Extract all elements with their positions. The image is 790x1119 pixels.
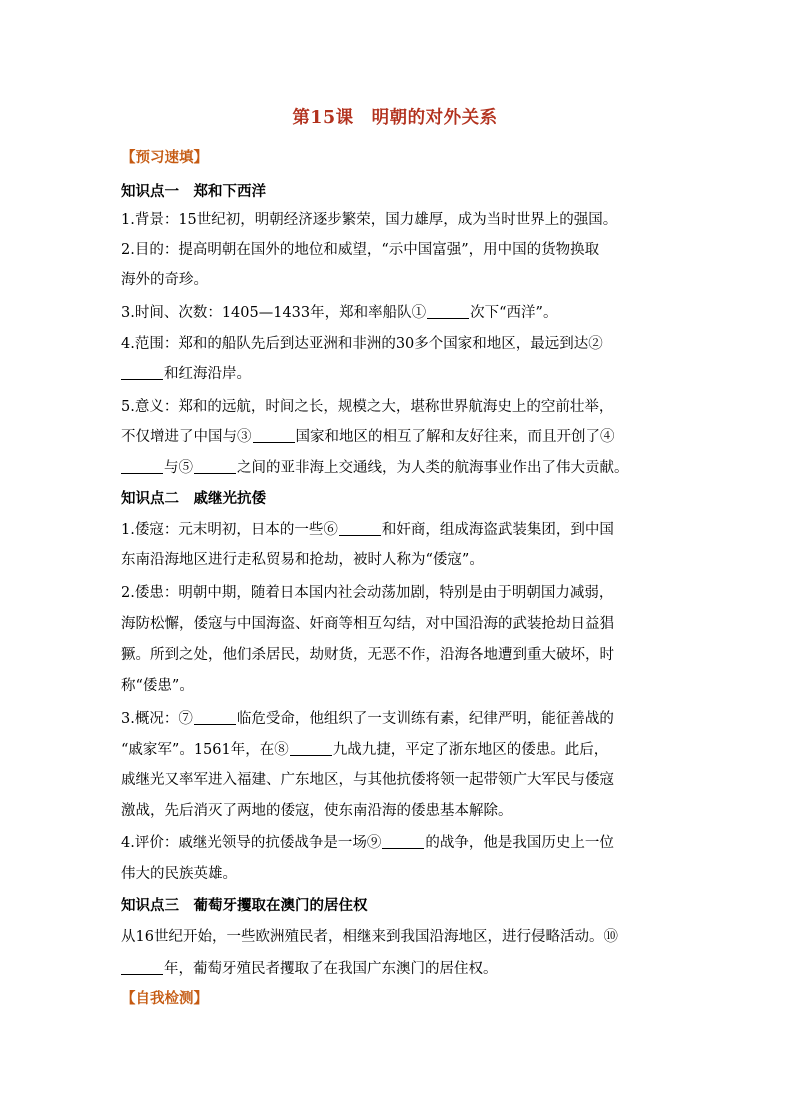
k2-line-1-text-b: 和奸商，组成海盗武装集团，到中国 — [381, 522, 614, 538]
k2-line-11-text-a: 4.评价：戚继光领导的抗倭战争是一场⑨ — [121, 835, 382, 851]
k2-line-7-text-b: 临危受命，他组织了一支训练有素，纪律严明，能征善战的 — [236, 711, 614, 727]
blank-5[interactable] — [194, 459, 236, 475]
k2-line-8 — [121, 738, 608, 759]
k1-line-8-text-b: 国家和地区的相互了解和友好往来，而且开创了④ — [295, 429, 615, 445]
k1-line-3: 海外的奇珍。 — [121, 272, 208, 288]
k1-line-7: 5.意义：郑和的远航，时间之长，规模之大，堪称世界航海史上的空前壮举， — [121, 399, 614, 415]
k1-line-2: 2.目的：提高明朝在国外的地位和威望，“示中国富强”，用中国的货物换取 — [121, 242, 600, 258]
lesson-title: 第15课 明朝的对外关系 — [292, 108, 498, 128]
k1-line-1: 1.背景：15世纪初，明朝经济逐步繁荣，国力雄厚，成为当时世界上的强国。 — [121, 212, 618, 228]
k3-line-2-text: 年，葡萄牙殖民者攫取了在我国广东澳门的居住权。 — [164, 961, 498, 977]
k3-heading: 知识点三 葡萄牙攫取在澳门的居住权 — [121, 898, 368, 914]
k2-line-1-text-a: 1.倭寇：元末明初，日本的一些⑥ — [121, 522, 338, 538]
k1-line-4-text-b: 次下“西洋”。 — [470, 305, 558, 321]
k2-line-7 — [121, 707, 614, 728]
k1-line-6 — [121, 362, 251, 383]
k3-line-1: 从16世纪开始，一些欧洲殖民者，相继来到我国沿海地区，进行侵略活动。⑩ — [121, 929, 618, 945]
k2-line-12: 伟大的民族英雄。 — [121, 866, 237, 882]
blank-10[interactable] — [121, 960, 163, 976]
k2-line-1 — [121, 518, 614, 539]
k2-line-4: 海防松懈，倭寇与中国海盗、奸商等相互勾结，对中国沿海的武装抢劫日益猖 — [121, 616, 614, 632]
k2-line-11-text-b: 的战争，他是我国历史上一位 — [425, 835, 614, 851]
k1-line-9 — [121, 456, 629, 477]
k1-line-8-text-a: 不仅增进了中国与③ — [121, 429, 252, 445]
k1-line-4 — [121, 301, 557, 322]
blank-1[interactable] — [427, 304, 469, 320]
self-check-section-tag: 【自我检测】 — [121, 991, 208, 1007]
preview-section-tag: 【预习速填】 — [121, 150, 208, 166]
k2-line-5: 獗。所到之处，他们杀居民，劫财货，无恶不作，沿海各地遭到重大破坏，时 — [121, 647, 614, 663]
blank-7[interactable] — [194, 710, 236, 726]
blank-4[interactable] — [121, 459, 163, 475]
blank-3[interactable] — [253, 428, 295, 444]
k1-heading: 知识点一 郑和下西洋 — [121, 184, 266, 200]
k2-line-8-text-b: 九战九捷，平定了浙东地区的倭患。此后， — [332, 742, 609, 758]
k2-line-10: 激战，先后消灭了两地的倭寇，使东南沿海的倭患基本解除。 — [121, 803, 513, 819]
k2-line-9: 戚继光又率军进入福建、广东地区，与其他抗倭将领一起带领广大军民与倭寇 — [121, 772, 614, 788]
k1-line-4-text-a: 3.时间、次数：1405—1433年，郑和率船队① — [121, 305, 427, 321]
k2-line-8-text-a: “戚家军”。1561年，在⑧ — [121, 742, 289, 758]
k2-line-3: 2.倭患：明朝中期，随着日本国内社会动荡加剧，特别是由于明朝国力减弱， — [121, 585, 614, 601]
blank-8[interactable] — [290, 741, 332, 757]
blank-2[interactable] — [121, 365, 163, 381]
k1-line-8 — [121, 425, 615, 446]
k1-line-5: 4.范围：郑和的船队先后到达亚洲和非洲的30多个国家和地区，最远到达② — [121, 336, 603, 352]
k2-line-11 — [121, 831, 614, 852]
blank-9[interactable] — [382, 834, 424, 850]
blank-6[interactable] — [339, 521, 381, 537]
k2-line-6: 称“倭患”。 — [121, 678, 194, 694]
k1-line-9-text-b: 与⑤ — [164, 460, 193, 476]
k2-line-2: 东南沿海地区进行走私贸易和抢劫，被时人称为“倭寇”。 — [121, 552, 484, 568]
k2-heading: 知识点二 戚继光抗倭 — [121, 491, 266, 507]
k2-line-7-text-a: 3.概况：⑦ — [121, 711, 193, 727]
k1-line-9-text-c: 之间的亚非海上交通线，为人类的航海事业作出了伟大贡献。 — [237, 460, 629, 476]
k1-line-6-text: 和红海沿岸。 — [164, 366, 251, 382]
k3-line-2 — [121, 957, 498, 978]
